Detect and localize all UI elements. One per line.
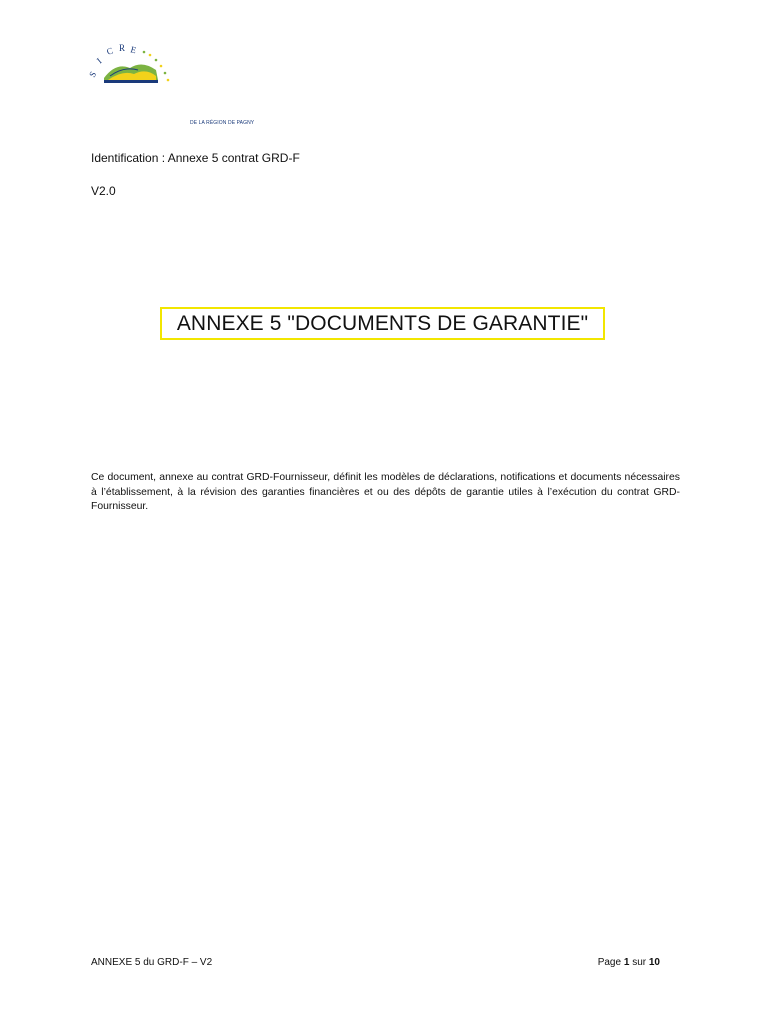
footer-page-word: Page: [597, 957, 622, 968]
logo-caption: DE LA RÉGION DE PAGNY: [190, 120, 255, 126]
document-title: ANNEXE 5 "DOCUMENTS DE GARANTIE": [176, 311, 589, 335]
footer-page-total: 10: [648, 957, 660, 968]
logo-letter-r: R: [119, 43, 126, 53]
footer-page-sep: sur: [632, 957, 647, 968]
intro-paragraph: Ce document, annexe au contrat GRD-Fournisseur, définit les modèles de déclarations, notifications et documents nécessaires à l’établissement, à la révision des garanties financières et ou des dépôts de garantie utiles à l’exécution du contrat GRD-Fournisseur.: [91, 472, 680, 512]
logo-letter-e: E: [129, 44, 138, 56]
title-box: [160, 307, 605, 340]
logo-letter-c: C: [105, 45, 115, 57]
logo-letter-s: S: [87, 69, 99, 79]
footer-document-ref: ANNEXE 5 du GRD-F – V2: [91, 957, 213, 968]
version-line: V2.0: [91, 184, 116, 198]
identification-line: Identification : Annexe 5 contrat GRD-F: [91, 151, 300, 165]
footer-page-number: [598, 957, 660, 968]
logo-letter-i: I: [94, 55, 104, 66]
footer-page-current: 1: [623, 957, 630, 968]
sicre-logo-graphic: [86, 40, 186, 98]
sicre-logo: [86, 40, 255, 126]
